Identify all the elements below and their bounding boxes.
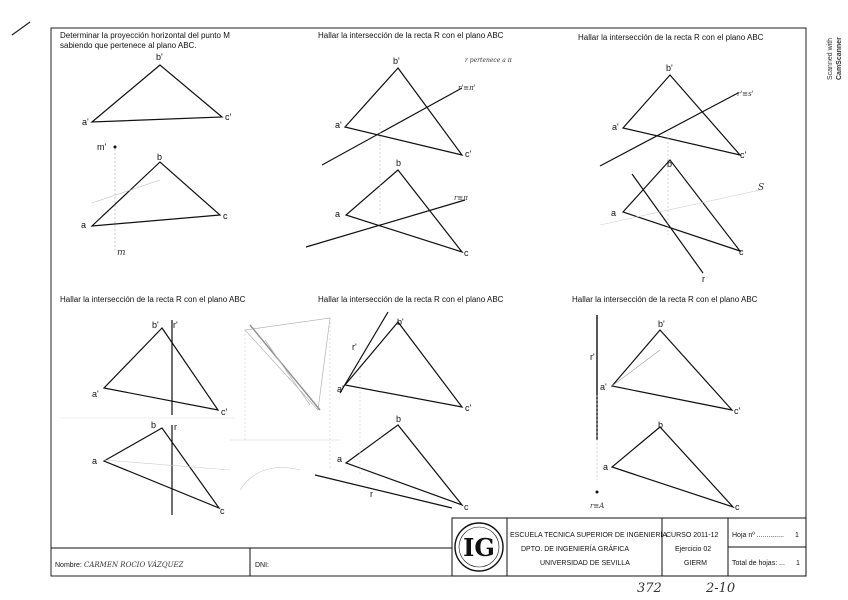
p6-point-r1: r' (590, 352, 595, 362)
p6-point-a: a (603, 462, 609, 472)
p5-point-a: a (337, 454, 343, 464)
problem-2-drawing (306, 68, 465, 252)
p2-point-c: c (464, 248, 469, 258)
p6-point-c1: c' (734, 406, 741, 416)
p4-point-c1: c' (221, 407, 228, 417)
p3-point-c1: c' (740, 150, 747, 160)
p5-point-r1: r' (352, 342, 357, 352)
p5-point-b1: b' (397, 317, 404, 327)
instruction-p3: Hallar la intersección de la recta R con el plano ABC (578, 33, 764, 42)
student-name: CARMEN ROCIO VÁZQUEZ (84, 561, 184, 569)
camscanner-watermark (827, 37, 843, 80)
instruction-p1-line1: Determinar la proyección horizontal del punto M (60, 31, 230, 40)
p5-point-r: r (370, 489, 373, 499)
ig-logo (455, 523, 503, 571)
p3-point-b1: b' (666, 63, 673, 73)
p1-point-m1: m' (97, 142, 107, 152)
sheet-number-value: 1 (795, 532, 799, 539)
name-label: Nombre: (55, 562, 82, 569)
instruction-p6: Hallar la intersección de la recta R con el plano ABC (572, 295, 758, 304)
p3-point-s: S (758, 183, 765, 193)
program-code: GIERM (684, 560, 707, 567)
p4-point-b1: b' (152, 320, 159, 330)
instruction-p2: Hallar la intersección de la recta R con el plano ABC (318, 31, 504, 40)
p6-point-b: b (658, 420, 664, 430)
pen-mark (12, 22, 30, 35)
p3-point-b: b (667, 159, 673, 169)
instruction-p1-line2: sabiendo que pertenece al plano ABC. (60, 41, 197, 50)
p4-point-c: c (220, 506, 225, 516)
p2-hand-note: r pertenece a π (465, 57, 512, 64)
p2-hand-r-lower: r≡π (454, 194, 468, 202)
school-line1: ESCUELA TECNICA SUPERIOR DE INGENIERÍA (510, 532, 668, 539)
problem-4-drawing (60, 320, 235, 515)
problem-5-drawing (315, 312, 462, 508)
p1-point-a1: a' (82, 117, 89, 127)
p1-point-b1: b' (156, 52, 163, 62)
p3-hand-r-label: r'≡s' (737, 90, 754, 98)
ig-logo-text: IG (463, 533, 495, 562)
school-line2: DPTO. DE INGENIERÍA GRÁFICA (521, 546, 630, 553)
p3-point-a1: a' (612, 122, 619, 132)
p1-point-c1: c' (225, 112, 232, 122)
scanner-line1: Scanned with (827, 37, 834, 80)
p1-point-c: c (223, 211, 228, 221)
p2-point-a: a (335, 209, 341, 219)
p6-point-b1: b' (658, 319, 665, 329)
problem-3-drawing (600, 75, 760, 273)
p4-point-b: b (151, 420, 157, 430)
p6-point-c: c (735, 502, 740, 512)
hand-number-2: 2-10 (706, 581, 736, 596)
p1-point-a: a (81, 220, 87, 230)
p6-point-a1: a' (600, 382, 607, 392)
p3-point-r: r (702, 274, 705, 284)
p2-hand-r-upper: r'≡π' (458, 84, 476, 92)
p4-point-r1: r' (173, 320, 178, 330)
p5-point-b: b (396, 414, 402, 424)
p2-point-b: b (396, 158, 402, 168)
dni-label: DNI: (255, 562, 269, 569)
instruction-p5: Hallar la intersección de la recta R con el plano ABC (318, 295, 504, 304)
total-sheets-label: Total de hojas: ... (732, 560, 785, 567)
construction-sketch (230, 318, 343, 490)
p3-point-c: c (739, 247, 744, 257)
p3-point-a: a (611, 208, 617, 218)
p1-hand-m: m (117, 248, 126, 258)
p5-point-c: c (464, 502, 469, 512)
p5-point-a1: a' (337, 384, 344, 394)
hand-number-1: 372 (637, 581, 662, 596)
total-sheets-value: 1 (796, 560, 800, 567)
p5-point-c1: c' (465, 403, 472, 413)
p2-point-b1: b' (393, 56, 400, 66)
p2-point-c1: c' (465, 149, 472, 159)
school-line3: UNIVERSIDAD DE SEVILLA (540, 560, 630, 567)
problem-6-drawing (596, 315, 734, 507)
p4-point-r: r (174, 422, 177, 432)
p1-point-b: b (157, 152, 163, 162)
scanner-line2: CamScanner (836, 37, 843, 80)
p4-point-a: a (92, 456, 98, 466)
p4-point-a1: a' (92, 389, 99, 399)
course-label: CURSO 2011-12 (666, 532, 719, 539)
sheet-number-label: Hoja nº .............. (732, 532, 784, 539)
instruction-p4: Hallar la intersección de la recta R con el plano ABC (60, 295, 246, 304)
exercise-label: Ejercicio 02 (675, 546, 712, 553)
p6-hand-ra: r≡A (590, 502, 605, 510)
p2-point-a1: a' (335, 120, 342, 130)
